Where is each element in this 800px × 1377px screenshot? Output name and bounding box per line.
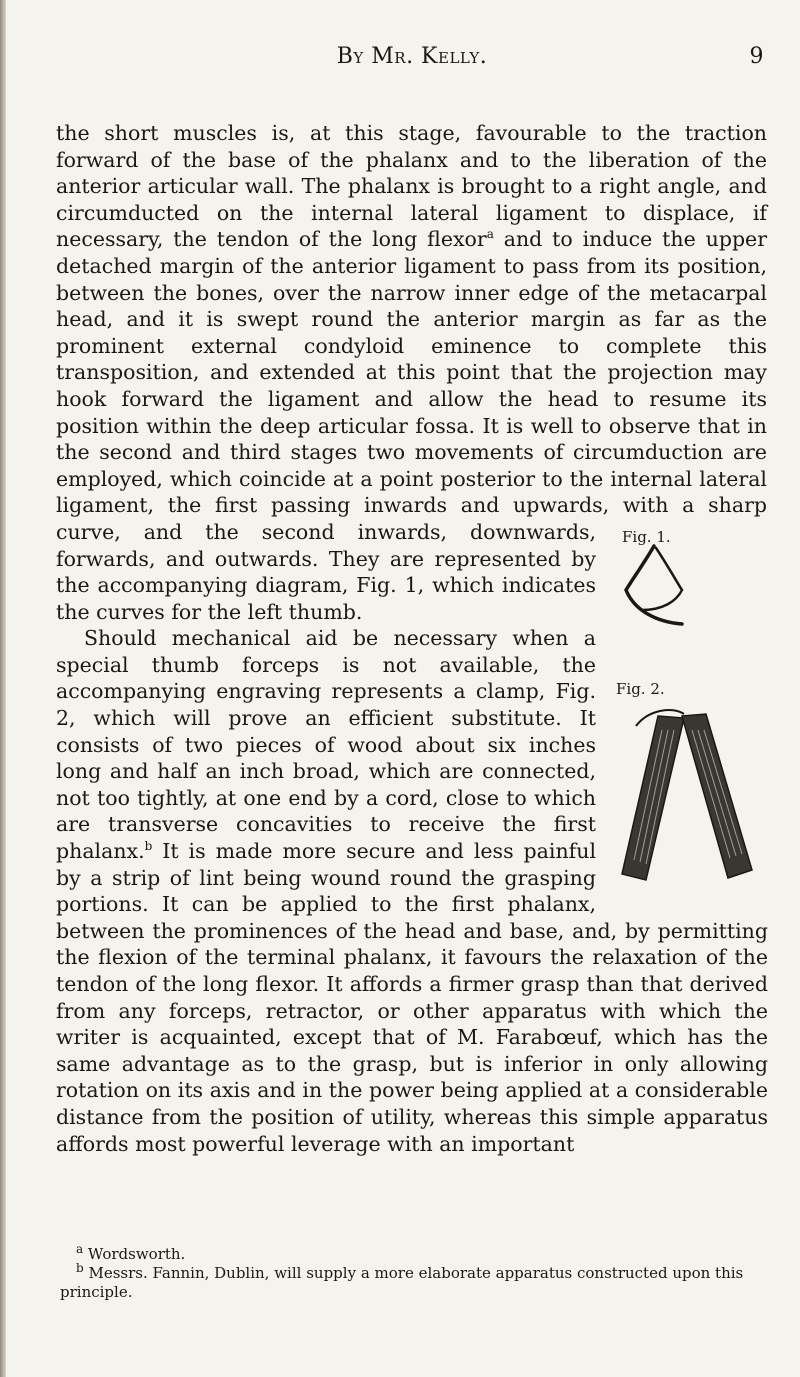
page-number: 9 bbox=[749, 44, 764, 69]
fig-2-left-arm bbox=[622, 716, 684, 880]
running-head bbox=[56, 44, 768, 80]
fig-1-label: Fig. 1. bbox=[622, 528, 671, 546]
footnotes bbox=[60, 1242, 766, 1302]
paragraph-2-text-a: Should mechanical aid be necessary when a special thumb forceps is not available, the accompanying engraving represents a clamp, Fig. 2, which will prove an efficient substitute. It consists of two pieces of wood about six inches long and half an inch broad, which are connected, not too tightly, at one end by a cord, close to which are transverse concavities to receive the first phalanx. bbox=[56, 626, 596, 864]
fig-1-curve-diagram bbox=[616, 540, 696, 632]
figure-column bbox=[608, 520, 768, 910]
footnote-a bbox=[60, 1242, 766, 1264]
footnote-text-b: Messrs. Fannin, Dublin, will supply a more elaborate apparatus constructed upon this principle. bbox=[60, 1264, 744, 1301]
footnote-mark-b: b bbox=[76, 1261, 84, 1275]
footnote-ref-b: b bbox=[144, 839, 153, 854]
paragraph-2-text-b: It is made more secure and less painful by a strip of lint being wound round the grasping portions. It can be applied to the first phalanx, between the prominences of the head and base, and, by permitting the flexion of the terminal phalanx, it favours the relaxation of the tendon of the long flexor. It affords a firmer grasp than that derived from any forceps, retractor, or other apparatus with which the writer is acquainted, except that of M. Farabœuf, which has the same advantage as to the grasp, but is inferior in only allowing rotation on its axis and in the power being applied at a considerable distance from the position of utility, whereas this simple apparatus affords most powerful leverage with an important bbox=[56, 839, 768, 1156]
paragraph-1-text-b1: and to induce the upper detached margin of the anterior ligament to pass from its position, between the bones, over the narrow inner edge of the metacarpal head, and it is swept round the anterior margin as far as the prominent external condyloid eminence to complete this transposition, and extended at this point that the projection may hook forward the ligament and allow the head to resume its position within the deep articular fossa. bbox=[56, 227, 767, 438]
footnote-text-a: Wordsworth. bbox=[83, 1245, 186, 1263]
paragraph-1-text-b2: It is well to observe that in the second and third stages two movements of circumduction are employed, which coincide at a point posterior to the internal lateral ligament, the first passing inwards and upwards, with a sharp curve, and the second inwards, downwards, forwards, and outwards. They are represented by the accompanying diagram, Fig. 1, which indicates the curves for the left thumb. bbox=[56, 413, 767, 624]
footnote-ref-a: a bbox=[486, 227, 494, 242]
float-spacer bbox=[767, 120, 768, 520]
running-head-title: By Mr. Kelly. bbox=[336, 44, 488, 69]
footnote-mark-a: a bbox=[76, 1242, 84, 1256]
fig-2-clamp-engraving bbox=[612, 690, 762, 900]
paragraph-1-text-a: the short muscles is, at this stage, favourable to the traction forward of the base of the phalanx and to the liberation of the anterior articular wall. The phalanx is brought to a right angle, and circumducted on the internal lateral ligament to displace, if necessary, the tendon of the long flexor bbox=[56, 121, 767, 252]
page-gutter-shadow bbox=[0, 0, 6, 1377]
body-text bbox=[56, 120, 768, 1157]
fig-1-outer-curve bbox=[626, 546, 682, 624]
footnote-b bbox=[60, 1261, 766, 1302]
book-page bbox=[56, 44, 768, 1157]
fig-2-label: Fig. 2. bbox=[616, 680, 665, 698]
